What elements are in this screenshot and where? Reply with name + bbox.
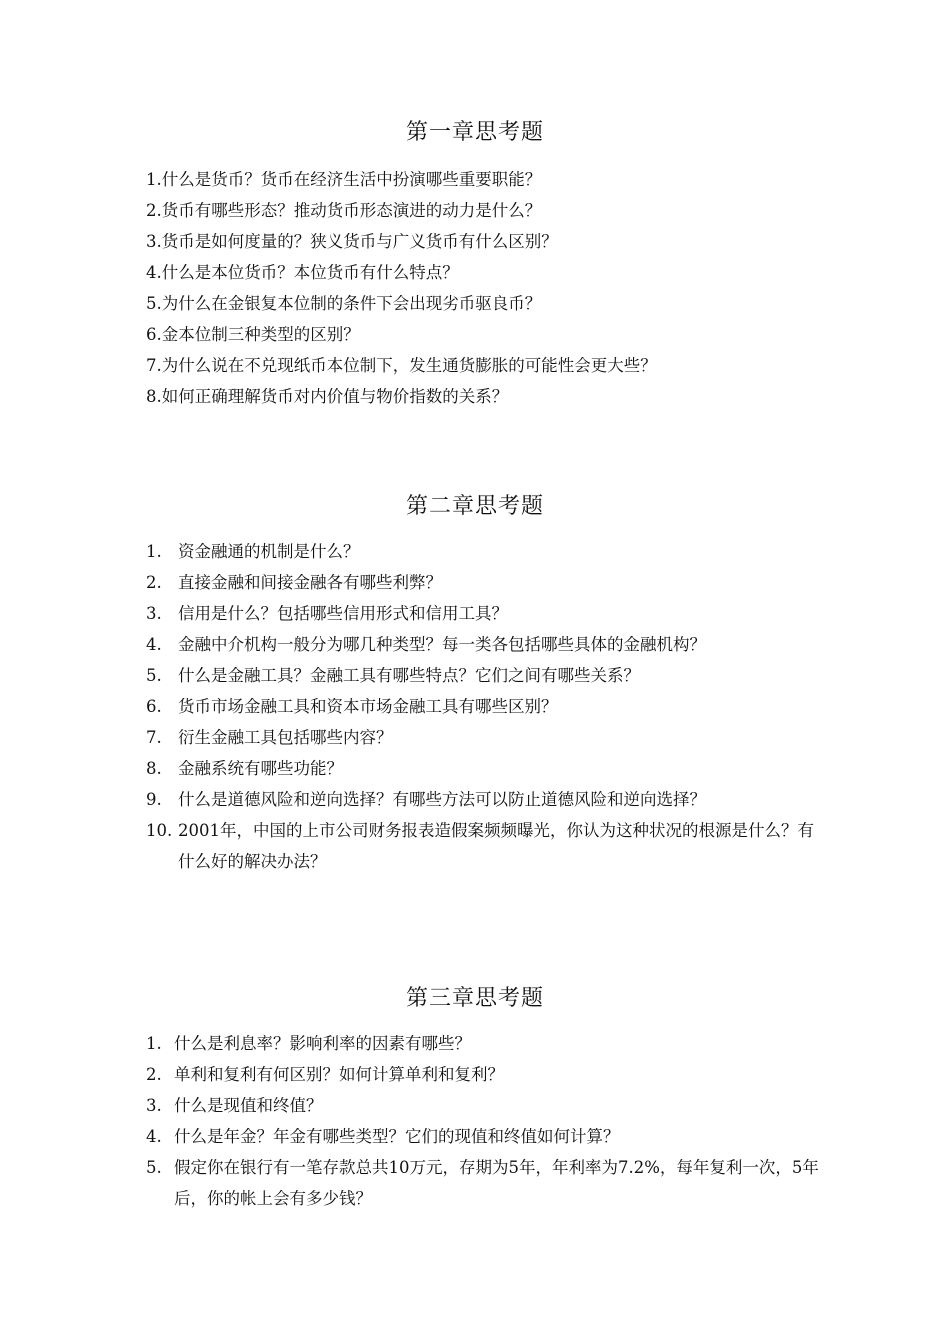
question-number: 4.: [146, 635, 162, 654]
question-number: 9.: [146, 790, 162, 809]
question-text: 为什么说在不兑现纸币本位制下，发生通货膨胀的可能性会更大些？: [161, 356, 657, 375]
question-number: 7.: [146, 356, 162, 375]
question-number: 1.: [146, 542, 162, 561]
question-item: [146, 1152, 826, 1214]
question-item: [146, 567, 826, 598]
chapter-1-question-list: [146, 164, 826, 412]
question-text: 衍生金融工具包括哪些内容？: [178, 728, 393, 747]
question-text: 直接金融和间接金融各有哪些利弊？: [178, 573, 442, 592]
question-text: 什么是利息率？影响利率的因素有哪些？: [174, 1034, 471, 1053]
chapter-1-section: [0, 118, 950, 406]
question-item: [146, 629, 826, 660]
question-text: 什么是本位货币？本位货币有什么特点？: [161, 263, 459, 282]
question-text: 信用是什么？包括哪些信用形式和信用工具？: [178, 604, 508, 623]
question-text: 什么是货币？货币在经济生活中扮演哪些重要职能？: [161, 170, 542, 189]
question-number: 2.: [146, 573, 162, 592]
question-item: [146, 1059, 826, 1090]
question-item: [146, 1028, 826, 1059]
question-text: 金融中介机构一般分为哪几种类型？每一类各包括哪些具体的金融机构？: [178, 635, 706, 654]
question-number: 5.: [146, 294, 162, 313]
question-number: 4.: [146, 1127, 162, 1146]
question-number: 3.: [146, 1096, 162, 1115]
question-item: [146, 1090, 826, 1121]
question-text: 货币市场金融工具和资本市场金融工具有哪些区别？: [178, 697, 558, 716]
question-item: [146, 1121, 826, 1152]
question-number: 2.: [146, 1065, 162, 1084]
question-text: 金融系统有哪些功能？: [178, 759, 343, 778]
chapter-3-question-list: [146, 1028, 826, 1214]
question-item: [146, 350, 826, 381]
question-number: 3.: [146, 232, 162, 251]
question-item: [146, 784, 826, 815]
question-text: 如何正确理解货币对内价值与物价指数的关系？: [161, 387, 509, 406]
question-item: [146, 381, 826, 412]
question-item: [146, 319, 826, 350]
question-item: [146, 660, 826, 691]
question-number: 5.: [146, 1158, 162, 1177]
question-number: 7.: [146, 728, 162, 747]
question-text: 2001年，中国的上市公司财务报表造假案频频曝光，你认为这种状况的根源是什么？有什么好的解决办法？: [178, 821, 814, 871]
question-number: 1.: [146, 1034, 162, 1053]
chapter-3-title: 第三章思考题: [405, 986, 544, 1011]
chapter-1-title: 第一章思考题: [405, 120, 544, 145]
question-number: 6.: [146, 325, 162, 344]
question-item: [146, 536, 826, 567]
question-text: 单利和复利有何区别？如何计算单利和复利？: [174, 1065, 504, 1084]
question-item: [146, 164, 826, 195]
question-item: [146, 753, 826, 784]
question-text: 金本位制三种类型的区别？: [161, 325, 360, 344]
question-number: 6.: [146, 697, 162, 716]
question-text: 为什么在金银复本位制的条件下会出现劣币驱良币？: [161, 294, 542, 313]
question-item: [146, 257, 826, 288]
question-number: 1.: [146, 170, 162, 189]
question-item: [146, 288, 826, 319]
question-item: [146, 598, 826, 629]
question-text: 什么是道德风险和逆向选择？有哪些方法可以防止道德风险和逆向选择？: [178, 790, 706, 809]
question-item: [146, 195, 826, 226]
question-number: 5.: [146, 666, 162, 685]
question-text: 货币有哪些形态？推动货币形态演进的动力是什么？: [161, 201, 542, 220]
chapter-3-section: [0, 984, 950, 1208]
question-number: 4.: [146, 263, 162, 282]
question-item: [146, 722, 826, 753]
question-text: 货币是如何度量的？狭义货币与广义货币有什么区别？: [161, 232, 558, 251]
question-item: [146, 815, 826, 877]
question-number: 8.: [146, 387, 162, 406]
question-number: 2.: [146, 201, 162, 220]
question-text: 什么是年金？年金有哪些类型？它们的现值和终值如何计算？: [174, 1127, 620, 1146]
chapter-2-section: [0, 492, 950, 871]
chapter-2-title: 第二章思考题: [405, 494, 544, 519]
chapter-2-question-list: [146, 536, 826, 877]
question-item: [146, 226, 826, 257]
question-number: 10.: [146, 821, 173, 840]
question-item: [146, 691, 826, 722]
question-text: 什么是金融工具？金融工具有哪些特点？它们之间有哪些关系？: [178, 666, 640, 685]
question-text: 假定你在银行有一笔存款总共10万元，存期为5年，年利率为7.2%，每年复利一次，5年后，你的帐上会有多少钱？: [174, 1158, 819, 1208]
question-number: 3.: [146, 604, 162, 623]
question-number: 8.: [146, 759, 162, 778]
question-text: 资金融通的机制是什么？: [178, 542, 360, 561]
question-text: 什么是现值和终值？: [174, 1096, 323, 1115]
